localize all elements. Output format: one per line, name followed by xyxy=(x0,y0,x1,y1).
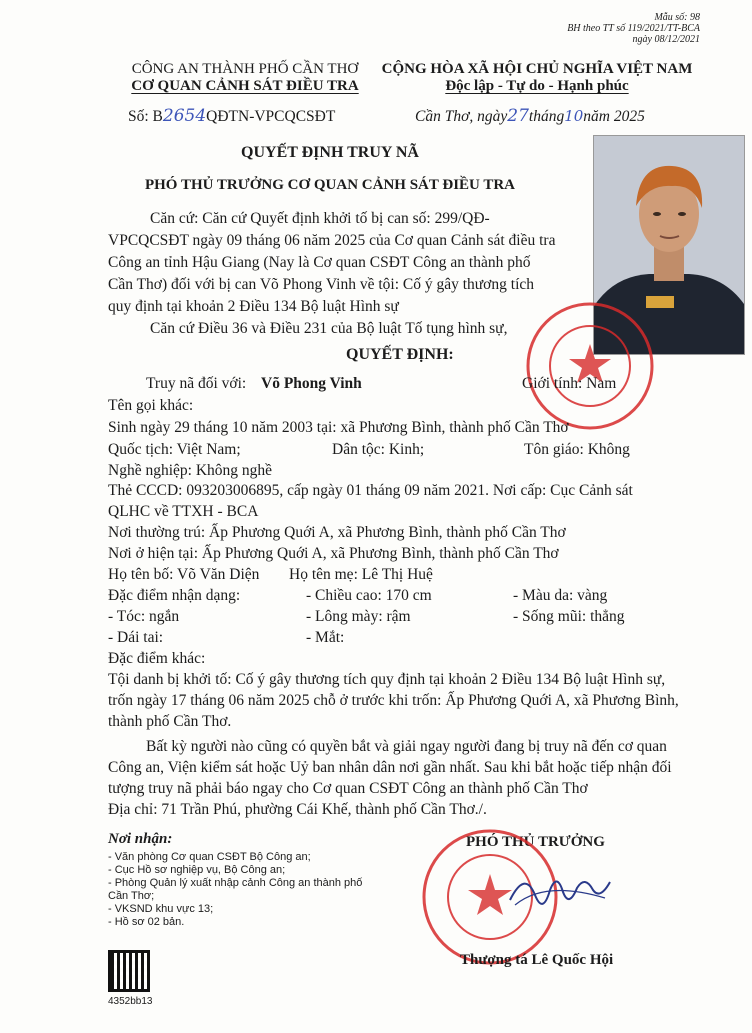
number-handwritten: 2654 xyxy=(162,106,207,126)
document-subtitle: PHÓ THỦ TRƯỞNG CƠ QUAN CẢNH SÁT ĐIỀU TRA xyxy=(144,177,516,193)
national-motto: Độc lập - Tự do - Hạnh phúc xyxy=(445,78,629,94)
document-date xyxy=(415,106,645,126)
recipient-item: - Cục Hồ sơ nghiệp vụ, Bộ Công an; xyxy=(108,864,286,876)
notice-line: tượng truy nã phải báo ngay cho Cơ quan CSĐT Công an thành phố Cần Thơ xyxy=(108,780,588,797)
features-label: Đặc điểm nhận dạng: xyxy=(108,587,241,604)
recipients-list xyxy=(108,851,362,929)
number-suffix: QĐTN-VPCQCSĐT xyxy=(206,108,336,125)
recipient-item: - VKSND khu vực 13; xyxy=(108,903,214,915)
wanted-name: Võ Phong Vinh xyxy=(261,375,362,392)
feature-eyebrow: - Lông mày: rậm xyxy=(306,608,411,625)
nationality: Quốc tịch: Việt Nam; xyxy=(108,441,241,458)
feature-eye: - Mắt: xyxy=(306,629,345,646)
day-handwritten: 27 xyxy=(507,106,529,126)
id-card-line: Thẻ CCCD: 093203006895, cấp ngày 01 tháng 09 năm 2021. Nơi cấp: Cục Cảnh sát xyxy=(108,482,633,499)
wanted-label: Truy nã đối với: xyxy=(146,375,247,392)
agency-parent: CÔNG AN THÀNH PHỐ CẦN THƠ xyxy=(131,61,359,77)
id-card-line: QLHC về TTXH - BCA xyxy=(108,503,259,520)
number-prefix: Số: B xyxy=(128,108,163,125)
month-handwritten: 10 xyxy=(564,107,584,125)
current-address: Nơi ở hiện tại: Ấp Phương Quới A, xã Phương Bình, thành phố Cần Thơ xyxy=(108,545,559,562)
national-name: CỘNG HÒA XÃ HỘI CHỦ NGHĨA VIỆT NAM xyxy=(381,61,693,77)
recipients-label: Nơi nhận: xyxy=(108,831,173,847)
document-title: QUYẾT ĐỊNH TRUY NÃ xyxy=(241,144,419,161)
recipient-item: - Hồ sơ 02 bản. xyxy=(108,916,185,928)
date-mid: tháng xyxy=(528,108,565,125)
father-name: Họ tên bố: Võ Văn Diện xyxy=(108,566,260,583)
handwritten-signature-icon xyxy=(505,860,615,920)
notice-line: Bất kỳ người nào cũng có quyền bắt và giải ngay người đang bị truy nã đến cơ quan xyxy=(146,738,667,755)
notice-line: Công an, Viện kiểm sát hoặc Uỷ ban nhân dân nơi gần nhất. Sau khi bắt hoặc tiếp nhận đối xyxy=(108,759,672,776)
basis-line: Cần Thơ) đối với bị can Võ Phong Vinh về tội: Cố ý gây thương tích xyxy=(108,276,535,293)
signer-name: Thượng tá Lê Quốc Hội xyxy=(460,952,614,968)
date-suffix: năm 2025 xyxy=(583,108,645,125)
basis-line: Căn cứ Điều 36 và Điều 231 của Bộ luật Tố tụng hình sự, xyxy=(150,320,508,337)
feature-hair: - Tóc: ngắn xyxy=(108,608,180,625)
feature-nose: - Sống mũi: thẳng xyxy=(513,608,625,625)
notice-line: Địa chỉ: 71 Trần Phú, phường Cái Khế, thành phố Cần Thơ./. xyxy=(108,801,487,818)
recipient-item: Cần Thơ; xyxy=(108,890,155,902)
wanted-gender: Giới tính: Nam xyxy=(522,375,617,392)
form-note-line: ngày 08/12/2021 xyxy=(632,34,700,45)
ethnicity: Dân tộc: Kinh; xyxy=(332,441,425,458)
date-prefix: Cần Thơ, ngày xyxy=(415,108,508,125)
permanent-address: Nơi thường trú: Ấp Phương Quới A, xã Phương Bình, thành phố Cần Thơ xyxy=(108,524,566,541)
crime-line: thành phố Cần Thơ. xyxy=(108,713,232,730)
crime-line: Tội danh bị khởi tố: Cố ý gây thương tích quy định tại khoản 2 Điều 134 Bộ luật Hình sự, xyxy=(108,671,666,688)
religion: Tôn giáo: Không xyxy=(524,441,630,458)
mother-name: Họ tên mẹ: Lê Thị Huệ xyxy=(289,566,433,583)
basis-line: VPCQCSĐT ngày 09 tháng 06 năm 2025 của Cơ quan Cảnh sát điều tra xyxy=(108,232,556,249)
form-note-line: BH theo TT số 119/2021/TT-BCA xyxy=(567,23,700,34)
alias: Tên gọi khác: xyxy=(108,397,194,414)
police-stamp-icon xyxy=(520,296,660,436)
basis-line: quy định tại khoản 2 Điều 134 Bộ luật Hình sự xyxy=(108,298,399,315)
recipient-item: - Phòng Quản lý xuất nhập cảnh Công an thành phố xyxy=(108,877,363,889)
national-header xyxy=(372,61,702,95)
basis-line: Căn cứ: Căn cứ Quyết định khởi tố bị can số: 299/QĐ- xyxy=(150,210,490,227)
document-number xyxy=(128,106,335,126)
document-code: 4352bb13 xyxy=(108,996,153,1007)
signer-title: PHÓ THỦ TRƯỞNG xyxy=(466,834,605,850)
feature-other: Đặc điểm khác: xyxy=(108,650,206,667)
crime-line: trốn ngày 17 tháng 06 năm 2025 chỗ ở trước khi trốn: Ấp Phương Quới A, xã Phương Bình, xyxy=(108,692,679,709)
recipient-item: - Văn phòng Cơ quan CSĐT Bộ Công an; xyxy=(108,851,311,863)
qr-code-icon xyxy=(108,950,150,992)
form-note xyxy=(560,12,700,45)
decision-heading: QUYẾT ĐỊNH: xyxy=(346,346,454,363)
feature-skin: - Màu da: vàng xyxy=(513,587,608,604)
agency-header xyxy=(110,61,380,95)
occupation: Nghề nghiệp: Không nghề xyxy=(108,462,273,479)
feature-height: - Chiều cao: 170 cm xyxy=(306,587,432,604)
birth-info: Sinh ngày 29 tháng 10 năm 2003 tại: xã Phương Bình, thành phố Cần Thơ xyxy=(108,419,569,436)
form-note-line: Mẫu số: 98 xyxy=(654,12,700,23)
feature-ear: - Dái tai: xyxy=(108,629,164,646)
agency-name: CƠ QUAN CẢNH SÁT ĐIỀU TRA xyxy=(131,78,359,94)
basis-line: Công an tỉnh Hậu Giang (Nay là Cơ quan CSĐT Công an thành phố xyxy=(108,254,531,271)
